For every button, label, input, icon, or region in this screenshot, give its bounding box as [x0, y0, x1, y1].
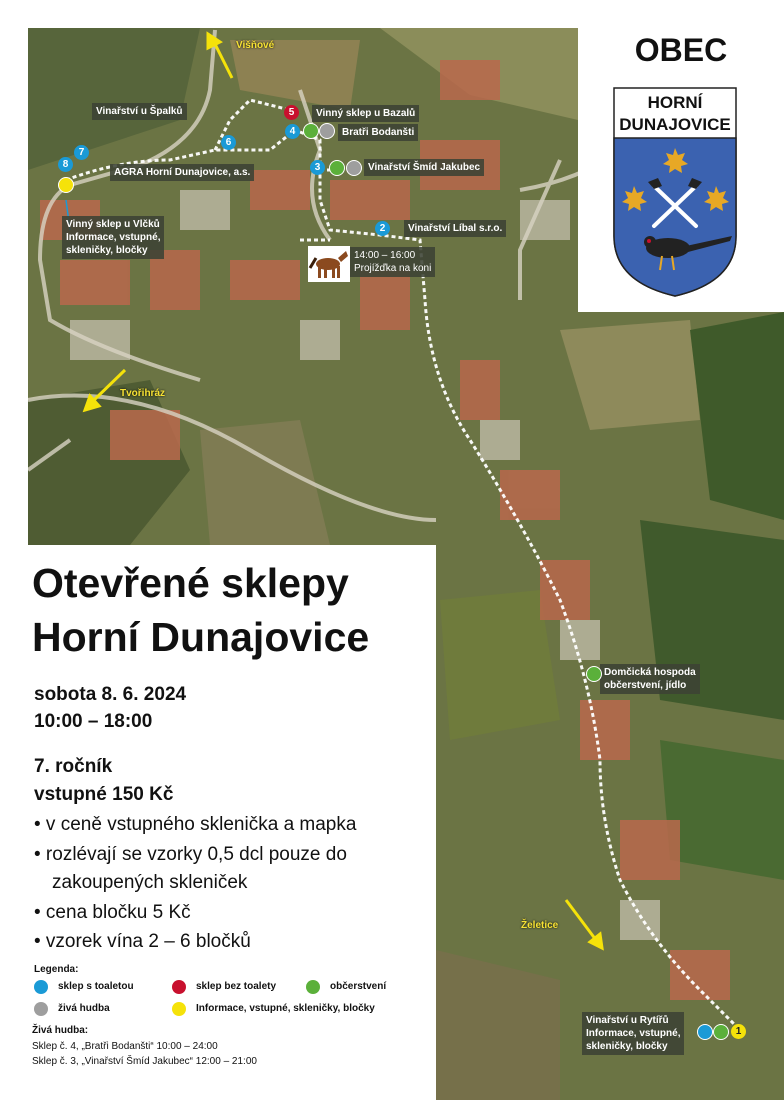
horse-ride-time: 14:00 – 16:00 — [354, 250, 416, 261]
info-bullet: • v ceně vstupného sklenička a mapka — [34, 814, 357, 835]
info-bullet: • cena bločku 5 Kč — [34, 902, 191, 923]
label-vinny-sklep-u-vlcku — [62, 216, 164, 259]
live-music-marker[interactable] — [346, 160, 362, 176]
label-rytiru-line3: skleničky, bločky — [586, 1041, 668, 1052]
live-music-marker[interactable] — [319, 123, 335, 139]
event-title-line1: Otevřené sklepy — [32, 560, 349, 606]
label-bratri-bodansti: Bratři Bodanšti — [338, 124, 418, 141]
label-vinarstvi-u-spalku: Vinařství u Špalků — [92, 103, 187, 120]
legend-label: sklep bez toalety — [196, 981, 277, 992]
live-music-line: Sklep č. 4, „Bratři Bodanšti“ 10:00 – 24:00 — [32, 1041, 218, 1052]
crest-title-line2: DUNAJOVICE — [619, 115, 731, 134]
label-horse-ride — [350, 247, 435, 277]
label-vinarstvi-libal: Vinařství Líbal s.r.o. — [404, 220, 506, 237]
cellar-marker-1[interactable]: 1 — [731, 1024, 746, 1039]
live-music-line: Sklep č. 3, „Vinařství Šmíd Jakubec“ 12:00 – 21:00 — [32, 1056, 257, 1067]
cellar-with-toilet-marker[interactable] — [697, 1024, 713, 1040]
label-domcicka-line2: občerstvení, jídlo — [604, 680, 687, 691]
event-edition: 7. ročník — [34, 756, 113, 777]
event-title — [32, 556, 369, 664]
info-bullet-continuation: zakoupených skleniček — [52, 872, 248, 893]
legend-dot-live-music — [34, 1002, 48, 1016]
cellar-marker-8[interactable]: 8 — [58, 157, 73, 172]
label-vlcku-line3: skleničky, bločky — [66, 245, 148, 256]
legend-label: Informace, vstupné, skleničky, bločky — [196, 1003, 375, 1014]
legend-title: Legenda: — [34, 964, 79, 975]
town-label-zeletice: Želetice — [521, 920, 559, 931]
town-label-tvorihraz: Tvořihráz — [120, 388, 166, 399]
label-rytiru-line2: Informace, vstupné, — [586, 1028, 681, 1039]
crest-title — [612, 92, 738, 136]
cellar-marker-5[interactable]: 5 — [284, 105, 299, 120]
legend-dot-cellar-with-toilet — [34, 980, 48, 994]
refreshment-marker[interactable] — [329, 160, 345, 176]
label-vinarstvi-u-rytiru — [582, 1012, 684, 1055]
legend-label: sklep s toaletou — [58, 981, 134, 992]
label-vlcku-line2: Informace, vstupné, — [66, 232, 161, 243]
info-bullet: • rozlévají se vzorky 0,5 dcl pouze do — [34, 844, 347, 865]
label-vinarstvi-smid-jakubec: Vinařství Šmíd Jakubec — [364, 159, 484, 176]
cellar-marker-6[interactable]: 6 — [221, 135, 236, 150]
label-domcicka-line1: Domčická hospoda — [604, 667, 696, 678]
refreshment-marker[interactable] — [713, 1024, 729, 1040]
legend-label: živá hudba — [58, 1003, 110, 1014]
cellar-marker-2[interactable]: 2 — [375, 221, 390, 236]
label-rytiru-line1: Vinařství u Rytířů — [586, 1015, 669, 1026]
info-marker[interactable] — [58, 177, 74, 193]
label-domcicka-hospoda — [600, 664, 700, 694]
obec-heading: OBEC — [634, 32, 728, 68]
cellar-marker-4[interactable]: 4 — [285, 124, 300, 139]
legend-label: občerstvení — [330, 981, 387, 992]
legend-dot-refreshment — [306, 980, 320, 994]
horse-ride-text: Projížďka na koni — [354, 263, 432, 274]
cellar-marker-3[interactable]: 3 — [310, 160, 325, 175]
crest-title-line1: HORNÍ — [647, 93, 703, 112]
event-date: sobota 8. 6. 2024 — [34, 684, 187, 705]
label-vinny-sklep-u-bazalu: Vinný sklep u Bazalů — [312, 105, 419, 122]
town-label-visnove: Višňové — [236, 40, 275, 51]
event-title-line2: Horní Dunajovice — [32, 614, 370, 660]
info-bullet: • vzorek vína 2 – 6 bločků — [34, 931, 251, 952]
cellar-marker-7[interactable]: 7 — [74, 145, 89, 160]
refreshment-marker[interactable] — [303, 123, 319, 139]
refreshment-marker[interactable] — [586, 666, 602, 682]
legend-dot-cellar-without-toilet — [172, 980, 186, 994]
legend-dot-information — [172, 1002, 186, 1016]
live-music-title: Živá hudba: — [32, 1025, 89, 1036]
label-vlcku-line1: Vinný sklep u Vlčků — [66, 219, 160, 230]
event-time: 10:00 – 18:00 — [34, 711, 153, 732]
event-fee: vstupné 150 Kč — [34, 784, 174, 805]
label-agra: AGRA Horní Dunajovice, a.s. — [110, 164, 254, 181]
